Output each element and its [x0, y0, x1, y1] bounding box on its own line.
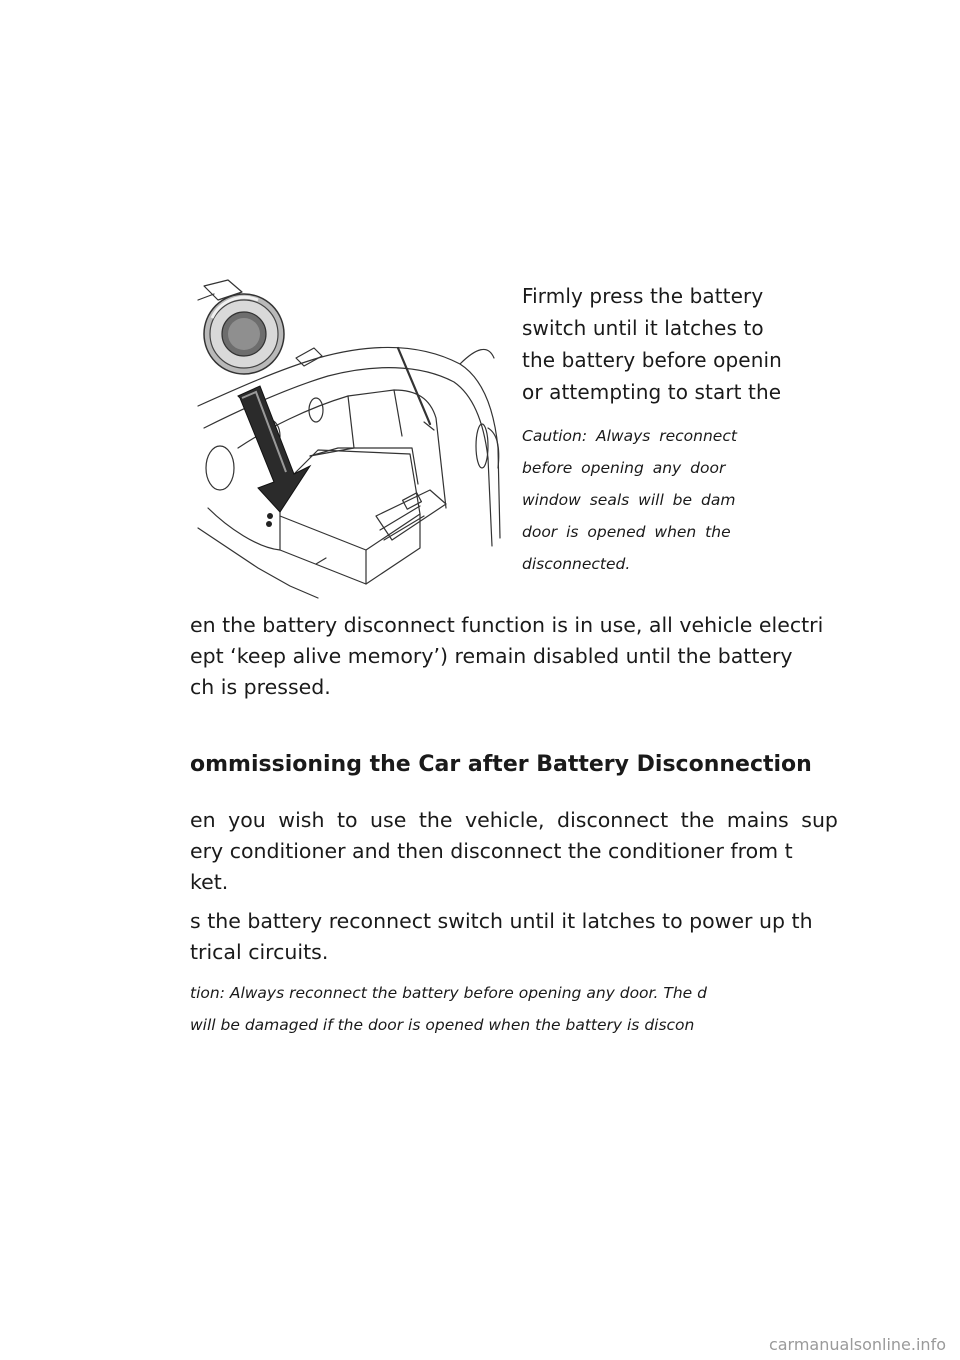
battery-switch-illustration [198, 278, 500, 606]
paragraph-disconnect-mains [190, 805, 838, 898]
press-arrow [238, 386, 310, 527]
paragraph-line: trical circuits. [190, 940, 329, 964]
caution-line: tion: Always reconnect the battery before opening any door. The d [190, 984, 707, 1002]
side-text-column [522, 280, 782, 580]
section-heading: ommissioning the Car after Battery Disconnection [190, 752, 812, 777]
reconnect-switch [204, 294, 284, 374]
side-line: the battery before openin [522, 348, 782, 372]
paragraph-battery-disconnect [190, 610, 824, 703]
caution-line: will be damaged if the door is opened when the battery is discon [190, 1016, 695, 1034]
paragraph-line: ch is pressed. [190, 675, 331, 699]
paragraph-line: en you wish to use the vehicle, disconnect the mains sup [190, 808, 838, 832]
side-caution-line: door is opened when the [522, 523, 731, 541]
paragraph-line: s the battery reconnect switch until it latches to power up th [190, 909, 813, 933]
caution-note [190, 977, 756, 1041]
side-caution [522, 420, 756, 580]
side-line: switch until it latches to [522, 316, 764, 340]
side-line: Firmly press the battery [522, 284, 764, 308]
side-caution-line: Caution: Always reconnect [522, 427, 737, 445]
side-caution-line: disconnected. [522, 555, 631, 573]
paragraph-line: ept ‘keep alive memory’) remain disabled until the battery [190, 644, 793, 668]
footer-watermark: carmanualsonline.info [768, 1335, 946, 1354]
side-line: or attempting to start the [522, 380, 782, 404]
paragraph-reconnect-switch [190, 906, 813, 968]
side-caution-line: before opening any door [522, 459, 726, 477]
paragraph-line: en the battery disconnect function is in use, all vehicle electri [190, 613, 824, 637]
side-caution-line: window seals will be dam [522, 491, 736, 509]
paragraph-line: ery conditioner and then disconnect the conditioner from t [190, 839, 793, 863]
paragraph-line: ket. [190, 870, 229, 894]
